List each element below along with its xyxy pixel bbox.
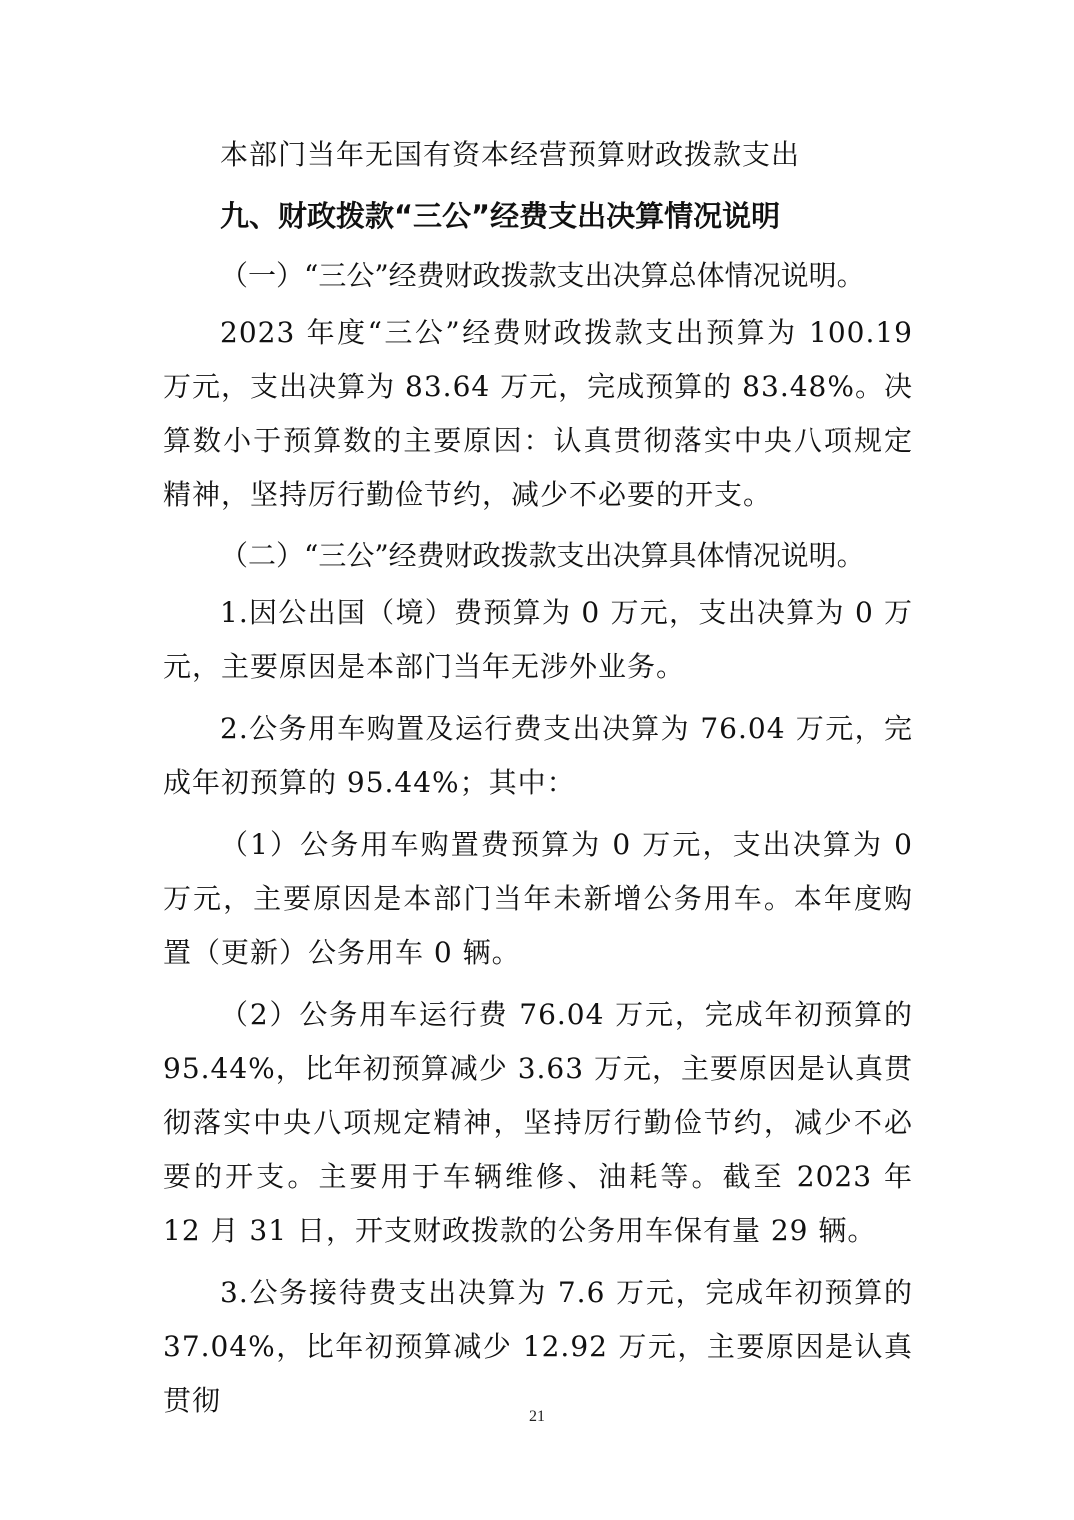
subsection-heading-detail: （二）“三公”经费财政拨款支出决算具体情况说明。: [220, 539, 865, 572]
paragraph-overall-summary: 2023 年度“三公”经费财政拨款支出预算为 100.19 万元，支出决算为 83.64 万元，完成预算的 83.48%。决算数小于预算数的主要原因：认真贯彻落实中央八项规定精神，坚持厉行勤俭节约，减少不必要的开支。: [163, 316, 913, 511]
subsection-heading-overall: （一）“三公”经费财政拨款支出决算总体情况说明。: [220, 259, 865, 292]
paragraph-vehicle-operation: （2）公务用车运行费 76.04 万元，完成年初预算的 95.44%，比年初预算减少 3.63 万元，主要原因是认真贯彻落实中央八项规定精神，坚持厉行勤俭节约，减少不必要的开支。主要用于车辆维修、油耗等。截至 2023 年 12 月 31 日，开支财政拨款的公务用车保有量 29 辆。: [163, 998, 913, 1247]
document-body: [163, 128, 913, 1428]
page-number: 21: [529, 1408, 545, 1425]
paragraph-state-capital-note: 本部门当年无国有资本经营预算财政拨款支出: [220, 138, 801, 171]
section-heading-three-public: 九、财政拨款“三公”经费支出决算情况说明: [220, 199, 781, 233]
paragraph-reception-expense: 3.公务接待费支出决算为 7.6 万元，完成年初预算的 37.04%，比年初预算减少 12.92 万元，主要原因是认真贯彻: [163, 1276, 913, 1417]
paragraph-vehicle-expense: 2.公务用车购置及运行费支出决算为 76.04 万元，完成年初预算的 95.44%；其中：: [163, 712, 913, 799]
paragraph-overseas-expense: 1.因公出国（境）费预算为 0 万元，支出决算为 0 万元，主要原因是本部门当年无涉外业务。: [163, 596, 913, 683]
paragraph-vehicle-purchase: （1）公务用车购置费预算为 0 万元，支出决算为 0 万元，主要原因是本部门当年未新增公务用车。本年度购置（更新）公务用车 0 辆。: [163, 828, 913, 969]
